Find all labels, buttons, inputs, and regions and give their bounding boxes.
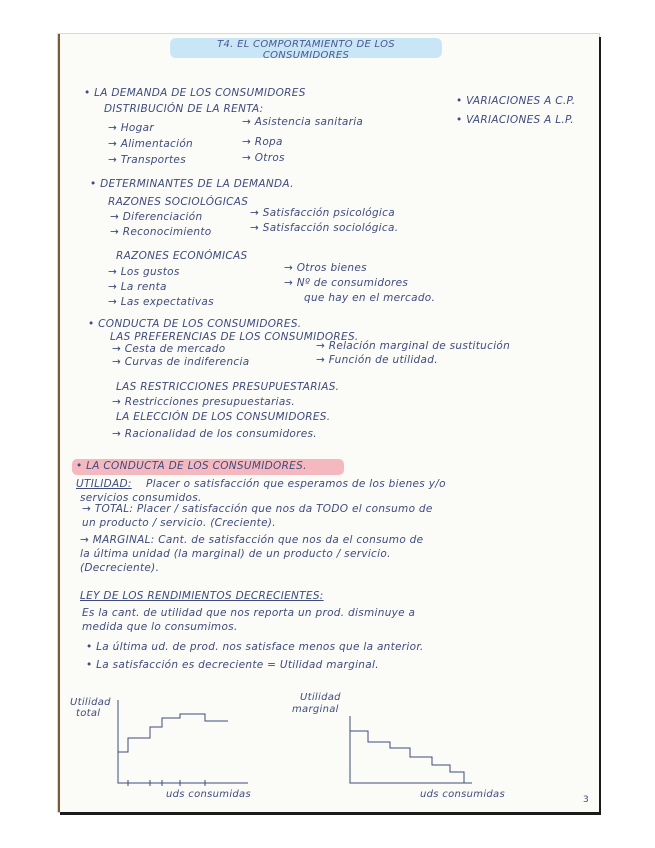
sub-economicas: RAZONES ECONÓMICAS	[116, 250, 248, 262]
marginal-text: (Decreciente).	[80, 562, 160, 574]
graph-left-ylabel: Utilidad	[70, 697, 111, 708]
ley-bullet: • La satisfacción es decreciente = Utilidad marginal.	[86, 659, 379, 671]
list-item: → Ropa	[242, 136, 283, 148]
list-item: → Otros	[242, 152, 285, 164]
sub-eleccion: LA ELECCIÓN DE LOS CONSUMIDORES.	[116, 411, 331, 423]
ley-text: Es la cant. de utilidad que nos reporta un prod. disminuye a	[82, 607, 416, 619]
graph-left-xlabel: uds consumidas	[166, 789, 251, 800]
heading-conducta: • CONDUCTA DE LOS CONSUMIDORES.	[88, 318, 302, 330]
sub-distribucion: DISTRIBUCIÓN DE LA RENTA:	[104, 103, 264, 115]
graph-right-ylabel: marginal	[292, 704, 339, 715]
right-graph-axes	[350, 716, 472, 783]
sub-sociologicas: RAZONES SOCIOLÓGICAS	[108, 196, 249, 208]
heading-demanda: • LA DEMANDA DE LOS CONSUMIDORES	[84, 87, 306, 99]
definition-text: Placer o satisfacción que esperamos de los bienes y/o	[146, 478, 446, 490]
list-item: → Alimentación	[108, 138, 194, 150]
heading-conducta-2: • LA CONDUCTA DE LOS CONSUMIDORES.	[76, 460, 307, 472]
page-title: T4. EL COMPORTAMIENTO DE LOS CONSUMIDORES	[217, 39, 395, 61]
heading-ley: LEY DE LOS RENDIMIENTOS DECRECIENTES:	[80, 590, 324, 602]
side-note: • VARIACIONES A L.P.	[456, 114, 574, 126]
sub-preferencias: LAS PREFERENCIAS DE LOS CONSUMIDORES.	[110, 331, 359, 343]
list-item: → Otros bienes	[284, 262, 367, 274]
list-item: → Satisfacción psicológica	[250, 207, 395, 219]
list-item: → Asistencia sanitaria	[242, 116, 364, 128]
definition-text: servicios consumidos.	[80, 492, 202, 504]
graph-right-xlabel: uds consumidas	[420, 789, 505, 800]
list-item: → Reconocimiento	[110, 226, 212, 238]
marginal-text: la última unidad (la marginal) de un producto / servicio.	[80, 548, 391, 560]
total-utility-curve	[118, 714, 228, 752]
list-item: → Nº de consumidores	[284, 277, 409, 289]
ley-bullet: • La última ud. de prod. nos satisface menos que la anterior.	[86, 641, 424, 653]
sub-restricciones: LAS RESTRICCIONES PRESUPUESTARIAS.	[116, 381, 340, 393]
list-item: → Restricciones presupuestarias.	[112, 396, 295, 408]
marginal-utility-curve	[350, 731, 464, 783]
utilidad-label: UTILIDAD:	[76, 478, 132, 490]
side-note: • VARIACIONES A C.P.	[456, 95, 576, 107]
list-item: → Satisfacción sociológica.	[250, 222, 399, 234]
list-item: → Transportes	[108, 154, 186, 166]
ley-text: medida que lo consumimos.	[82, 621, 238, 633]
marginal-text: → MARGINAL: Cant. de satisfacción que nos da el consumo de	[80, 534, 424, 546]
list-item: → Cesta de mercado	[112, 343, 226, 355]
graph-right-ylabel: Utilidad	[300, 692, 341, 703]
total-text: un producto / servicio. (Creciente).	[82, 517, 276, 529]
left-graph-axes	[118, 700, 248, 783]
list-item: → Curvas de indiferencia	[112, 356, 250, 368]
list-item: → Función de utilidad.	[316, 354, 438, 366]
list-item: → Relación marginal de sustitución	[316, 340, 511, 352]
total-text: → TOTAL: Placer / satisfacción que nos da TODO el consumo de	[82, 503, 433, 515]
list-item: → Los gustos	[108, 266, 180, 278]
page-number: 3	[583, 795, 590, 805]
list-item: → La renta	[108, 281, 167, 293]
list-item: → Hogar	[108, 122, 154, 134]
list-item: → Diferenciación	[110, 211, 203, 223]
heading-determinantes: • DETERMINANTES DE LA DEMANDA.	[90, 178, 294, 190]
list-item: → Las expectativas	[108, 296, 214, 308]
list-item: que hay en el mercado.	[304, 292, 436, 304]
list-item: → Racionalidad de los consumidores.	[112, 428, 317, 440]
graph-left-ylabel: total	[76, 708, 101, 719]
